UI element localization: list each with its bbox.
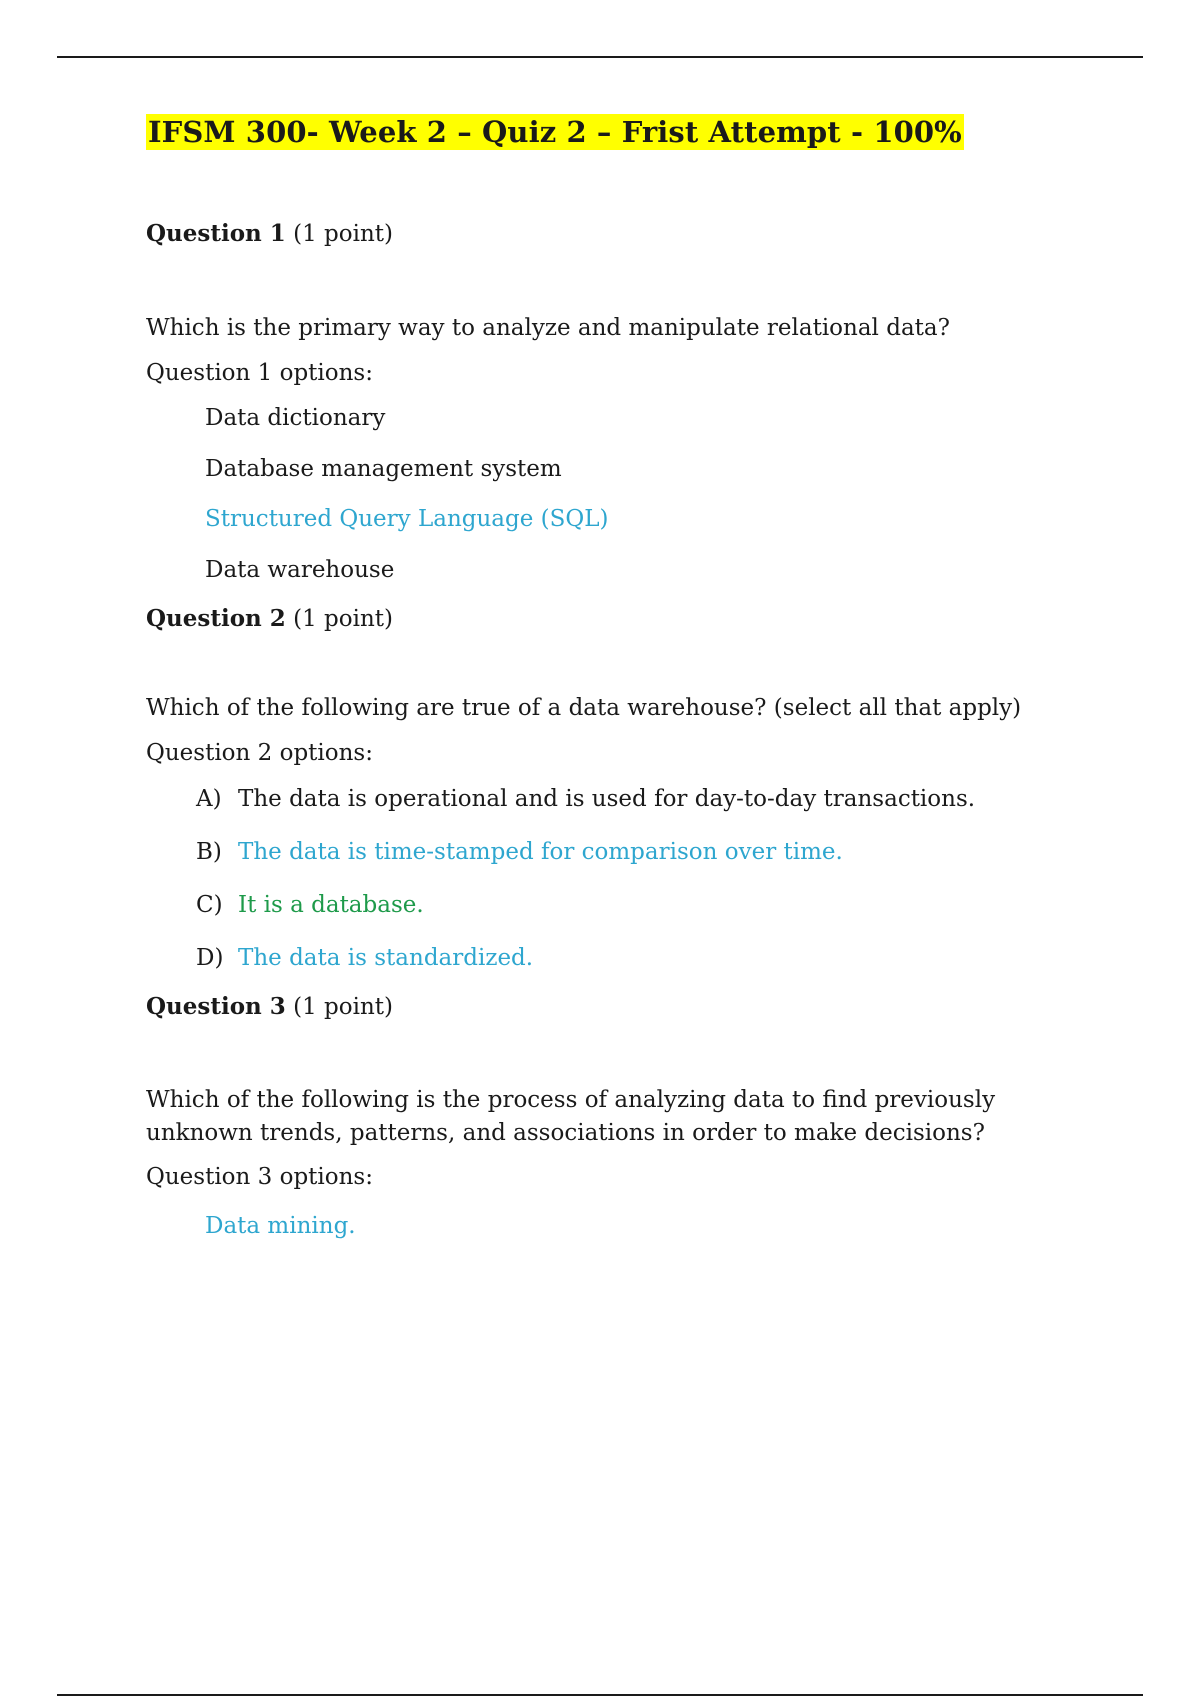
question-3-options-label: Question 3 options:	[146, 1164, 373, 1190]
document-title: IFSM 300- Week 2 – Quiz 2 – Frist Attempt - 100%	[148, 115, 962, 149]
question-1-option-1: Data dictionary	[205, 405, 386, 431]
option-letter: B)	[196, 839, 222, 865]
question-1-points: (1 point)	[293, 221, 393, 247]
question-1-label: Question 1	[146, 220, 286, 247]
question-3-label: Question 3	[146, 993, 286, 1020]
option-letter: D)	[196, 945, 224, 971]
question-1-options-label: Question 1 options:	[146, 360, 373, 386]
question-2-options-label: Question 2 options:	[146, 740, 373, 766]
question-2-option-a	[146, 786, 1106, 812]
question-1-text: Which is the primary way to analyze and manipulate relational data?	[146, 315, 950, 341]
option-text: The data is operational and is used for day-to-day transactions.	[238, 786, 976, 812]
question-1-option-2: Database management system	[205, 456, 562, 482]
question-2-text: Which of the following are true of a data warehouse? (select all that apply)	[146, 695, 1022, 721]
question-3-points: (1 point)	[293, 994, 393, 1020]
question-1-option-3-correct: Structured Query Language (SQL)	[205, 506, 609, 532]
document-page	[146, 100, 1106, 1239]
question-2-option-d	[146, 945, 1106, 971]
question-3-header	[146, 993, 1106, 1020]
option-text: The data is standardized.	[238, 945, 534, 971]
question-2-option-b	[146, 839, 1106, 865]
option-letter: C)	[196, 892, 223, 918]
question-2-points: (1 point)	[293, 606, 393, 632]
question-2-option-c	[146, 892, 1106, 918]
question-1-header	[146, 220, 1106, 247]
question-1-option-4: Data warehouse	[205, 557, 395, 583]
option-text: The data is time-stamped for comparison over time.	[238, 839, 843, 865]
option-text: It is a database.	[238, 892, 424, 918]
bottom-rule	[57, 1694, 1143, 1696]
question-2-label: Question 2	[146, 605, 286, 632]
question-3-option-1-correct: Data mining.	[205, 1213, 356, 1239]
option-letter: A)	[196, 786, 222, 812]
top-rule	[57, 56, 1143, 58]
question-2-header	[146, 605, 1106, 632]
question-3-text: Which of the following is the process of analyzing data to find previously unknown trends, patterns, and associations in order to make decisions?	[146, 1087, 996, 1146]
